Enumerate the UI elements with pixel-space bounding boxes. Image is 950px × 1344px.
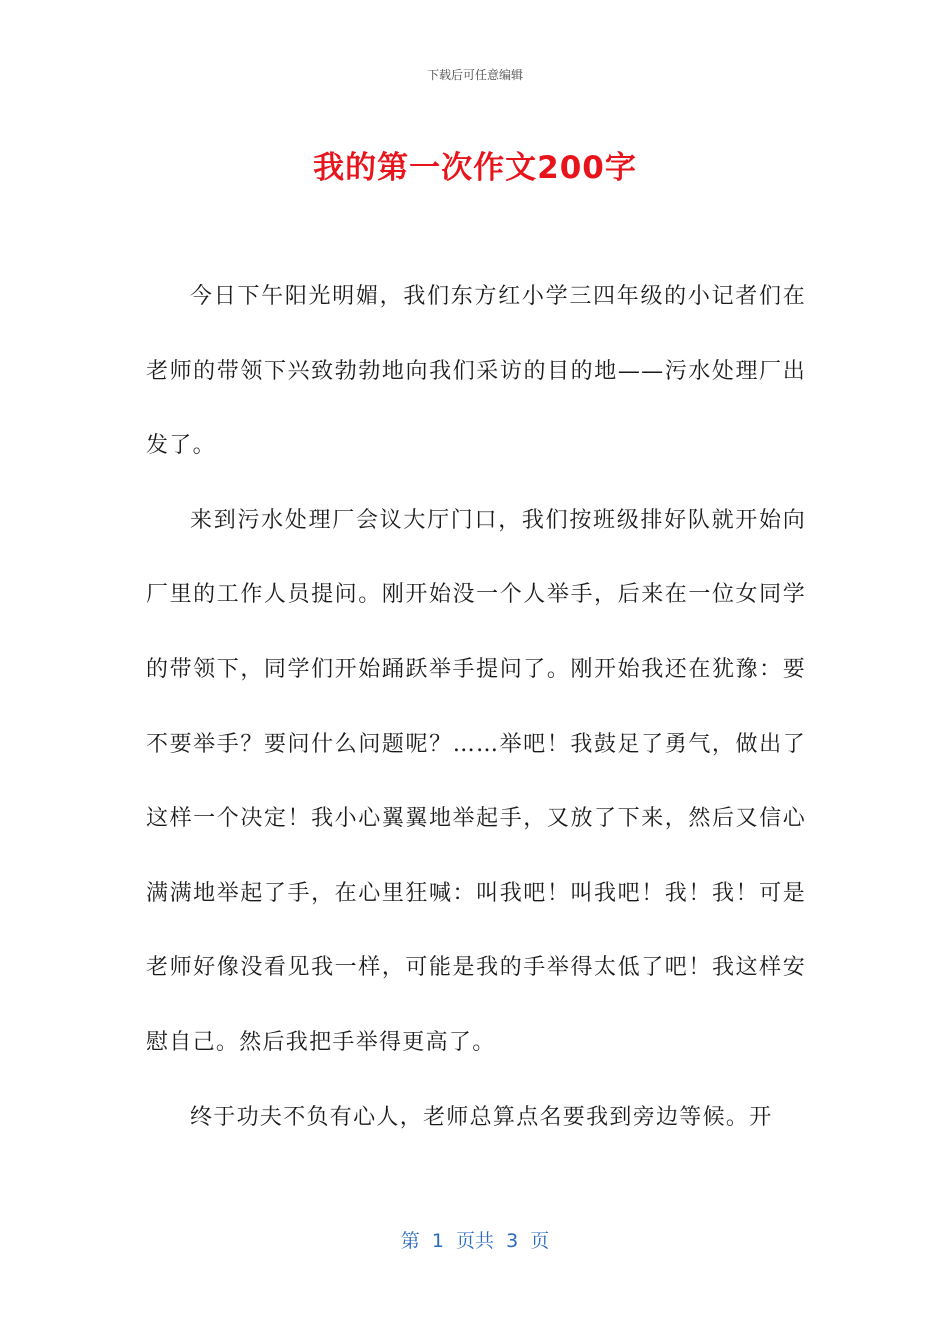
paragraph-3: 终于功夫不负有心人，老师总算点名要我到旁边等候。开: [190, 1104, 773, 1130]
document-title: 我的第一次作文200字: [313, 150, 637, 186]
document-body: [146, 260, 806, 1155]
paragraph-1: 今日下午阳光明媚，我们东方红小学三四年级的小记者们在老师的带领下兴致勃勃地向我们采访的目的地——污水处理厂出发了。: [146, 284, 806, 459]
header-note: 下载后可任意编辑: [426, 68, 523, 82]
page-number-footer: 第 1 页共 3 页: [400, 1230, 550, 1252]
paragraph-2: 来到污水处理厂会议大厅门口，我们按班级排好队就开始向厂里的工作人员提问。刚开始没一个人举手，后来在一位女同学的带领下，同学们开始踊跃举手提问了。刚开始我还在犹豫：要不要举手？要问什么问题呢？……举吧！我鼓足了勇气，做出了这样一个决定！我小心翼翼地举起手，又放了下来，然后又信心满满地举起了手，在心里狂喊：叫我吧！叫我吧！我！我！可是老师好像没看见我一样，可能是我的手举得太低了吧！我这样安慰自己。然后我把手举得更高了。: [146, 507, 806, 1055]
